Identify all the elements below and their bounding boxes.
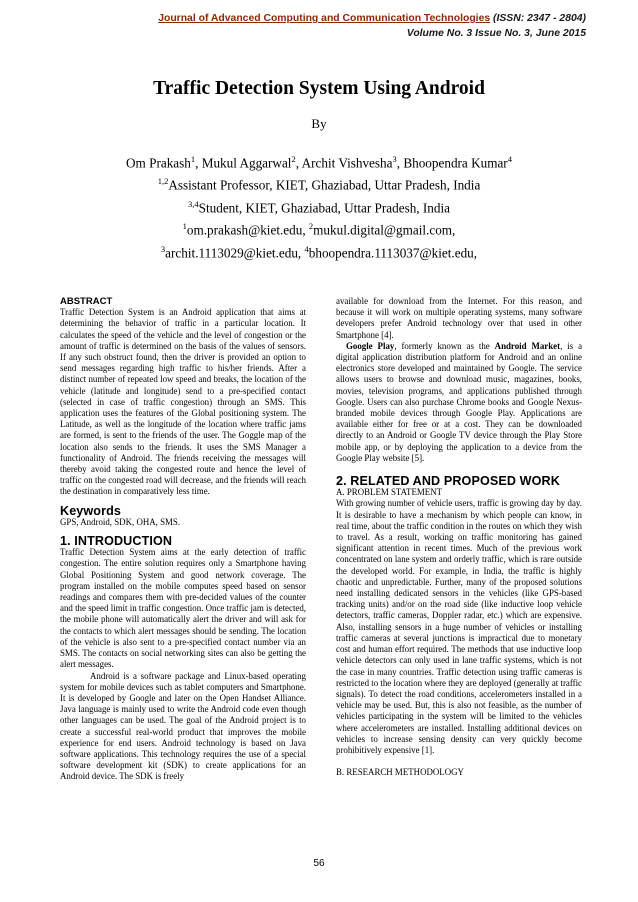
- abstract-text: Traffic Detection System is an Android application that aims at determining the behavior of traffic in a particular location. It calculates the speed of the vehicle and the level of congestion or the amount of traffic is determined on the basis of the values of sensors. If any such obstruct found, then the driver is provided an option to send messages regarding high traffic to his/her friends. After a distinct number of repeated low speed and breaks, the location of the vehicle (latitude and longitude) send to a pre-specified contact (selected in case of traffic congestion) through an SMS. This application uses the features of the Global positioning system. The Latitude, as well as the longitude of the location where traffic jams are formed, is sent to the friends of the user. The Goggle map of the location also sends to the friends. It uses the SMS Manager a functionality of Android. The friends receiving the messages will thereby avoid taking the congested route and hence the level of traffic on the congested road will decrease, and the friends will reach the destination in comparatively less time.: [60, 307, 306, 497]
- problem-statement-text: With growing number of vehicle users, traffic is growing day by day. It is desirable to have a mechanism by which people can know, in real time, about the traffic condition in the routes on which they wish to travel. As a result, working on traffic monitoring has gained significant attention in recent times. Much of the previous work concentrated on lane system and orderly traffic, which is rare outside the developed world. For example, in India, the traffic is highly chaotic and unpredictable. Further, many of the proposed solutions need installing dedicated sensors in the vehicles (like GPS-based tracking units) and/or on the road side (like inductive loop vehicle detectors, traffic cameras, Doppler radar, etc.) which are expensive. Also, installing sensors in a huge number of vehicles or installing traffic cameras at several junctions is impractical due to monetary cost and human effort required. The methods that use inductive loop vehicle detectors can only used in lane traffic systems, which is not the case in many countries. Traffic detection using traffic cameras is restricted to the location where they are deployed (generally at traffic signals). To detect the road conditions, accelerometers installed in a vehicle may be used. But, this is also not feasible, as the number of vehicles participating in the system will be limited to the vehicles where accelerometers are installed. Installing additional devices on vehicles to increase sensing density can very quickly become prohibitively expensive [1].: [336, 498, 582, 755]
- issn: (ISSN: 2347 - 2804): [493, 13, 586, 24]
- google-play-paragraph: [336, 341, 582, 464]
- subsection-a-heading: A. PROBLEM STATEMENT: [336, 487, 443, 498]
- page-number: 56: [313, 858, 325, 869]
- by-line: By: [311, 116, 327, 131]
- affiliation-1-sup: 1,2: [157, 176, 169, 187]
- email-3-sup: 3: [160, 243, 166, 254]
- author-3-sup: 3: [392, 154, 397, 164]
- google-play-text-a: , formerly known as the: [394, 340, 495, 351]
- paper-title: Traffic Detection System Using Android: [153, 78, 485, 99]
- email-1[interactable]: om.prakash@kiet.edu,: [186, 222, 309, 238]
- email-line-1: [0, 217, 638, 239]
- author-1: Om Prakash: [126, 155, 191, 171]
- section-2-heading: 2. RELATED AND PROPOSED WORK: [336, 474, 560, 489]
- affiliation-2-text: Student, KIET, Ghaziabad, Uttar Pradesh, India: [198, 200, 450, 216]
- email-4[interactable]: bhoopendra.1113037@kiet.edu,: [308, 244, 478, 260]
- introduction-heading: 1. INTRODUCTION: [60, 534, 173, 549]
- google-play-text-b: , is a digital application distribution platform for Android and an online electronics store developed and maintained by Google. The service allows users to browse and download music, magazines, books, movies, television programs, and applications published through Google. Users can also purchase Chrome books and Google Nexus-branded mobile devices through Google Play. Applications are available either for free or at a cost. They can be downloaded directly to an Android or Google TV device through the Play Store mobile app, or by deploying the application to a device from the Google Play website [5].: [336, 340, 583, 463]
- affiliation-1: [0, 172, 638, 194]
- introduction-paragraph-1: Traffic Detection System aims at the early detection of traffic congestion. The entire solution requires only a Smartphone having Global Positioning System and good network coverage. The program installed on the mobile computes speed based on sensor readings and compares them with pre-decided values of the counter and the speed limit in traffic congestion. Once traffic jam is detected, the mobile phone will automatically alert the driver and will ask for the contacts to which alert messages should be sending. The location of the vehicle is also sent to a pre-specified contact number via an SMS. The contacts on social networking sites can also be getting the alert messages.: [60, 547, 306, 670]
- introduction-paragraph-2: Android is a software package and Linux-based operating system for mobile devices such as tablet computers and Smartphone. It is developed by Google and later on the Open Handset Alliance. Java language is mainly used to write the Android code even though other languages can be used. The goal of the Android project is to create a successful real-world product that improves the mobile experience for end users. Android technology is based on Java software applications. This technology requires the use of a special software development kit (SDK) to create applications for an Android device. The SDK is freely: [60, 670, 306, 782]
- right-column: [336, 296, 582, 778]
- google-play-term: Google Play: [346, 340, 395, 351]
- volume-info: Volume No. 3 Issue No. 3, June 2015: [406, 28, 586, 39]
- abstract-heading: ABSTRACT: [60, 296, 113, 307]
- affiliation-2: [0, 195, 638, 217]
- email-2[interactable]: mukul.digital@gmail.com,: [313, 222, 456, 238]
- android-market-term: Android Market: [494, 340, 561, 351]
- subsection-b-heading: B. RESEARCH METHODOLOGY: [336, 767, 464, 778]
- left-column: [60, 296, 306, 783]
- affiliation-1-text: Assistant Professor, KIET, Ghaziabad, Uttar Pradesh, India: [168, 177, 481, 193]
- author-1-sup: 1: [190, 154, 196, 164]
- email-3[interactable]: archit.1113029@kiet.edu,: [165, 244, 305, 260]
- author-names: [0, 150, 638, 172]
- email-2-sup: 2: [308, 221, 314, 232]
- author-block: [0, 150, 638, 262]
- author-4-sup: 4: [507, 154, 512, 164]
- author-2-sup: 2: [291, 154, 296, 164]
- right-paragraph-1: available for download from the Internet. For this reason, and because it will work on multiple operating systems, many software developers prefer Android technology over that used in other Smartphone [4].: [336, 296, 582, 340]
- email-1-sup: 1: [182, 221, 187, 232]
- email-4-sup: 4: [304, 243, 309, 254]
- email-line-2: [0, 240, 638, 262]
- author-3: , Archit Vishvesha: [295, 155, 393, 171]
- keywords-text: GPS, Android, SDK, OHA, SMS.: [60, 516, 181, 527]
- keywords-heading: Keywords: [60, 503, 121, 518]
- author-4: , Bhoopendra Kumar: [396, 155, 508, 171]
- affiliation-2-sup: 3,4: [188, 198, 199, 209]
- author-2: , Mukul Aggarwal: [195, 155, 292, 171]
- journal-name-link[interactable]: Journal of Advanced Computing and Communication Technologies: [158, 13, 491, 24]
- journal-title-line: [158, 13, 586, 24]
